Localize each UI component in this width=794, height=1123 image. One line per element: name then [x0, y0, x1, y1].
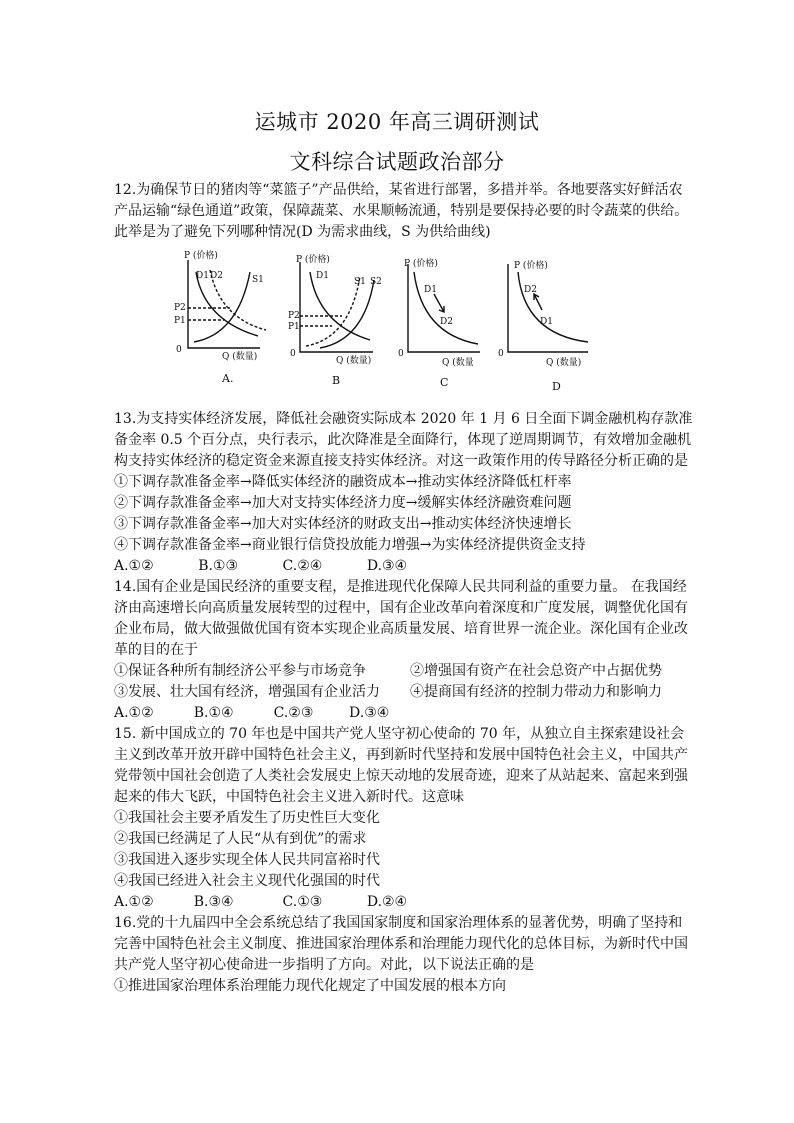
graph-b-label-p2: P2 [288, 311, 300, 321]
question-14-option-3: ③发展、壮大国有经济，增强国有企业活力 [114, 684, 380, 700]
graph-d-origin: 0 [498, 349, 504, 359]
graph-c-arrow [434, 294, 444, 312]
graph-a-curve-s1 [194, 272, 250, 342]
exam-subtitle: 文科综合试题政治部分 [289, 150, 505, 174]
graph-a-axis-y: P (价格) [184, 251, 218, 261]
graph-d-label-d2: D2 [524, 285, 537, 295]
question-13-option-3: ③下调存款准备金率→加大对实体经济的财政支出→推动实体经济快速增长 [114, 516, 572, 532]
graph-d-axes [508, 264, 588, 352]
question-14-option-4: ④提商国有经济的控制力带动力和影响力 [410, 684, 662, 700]
graph-c-letter: C [440, 376, 449, 389]
question-12-graphs [168, 250, 608, 400]
question-14-stem: 14.国有企业是国民经济的重要支程，是推进现代化保障人民共同利益的重要力量。 在我国经济由高速增长向高质量发展转型的过程中，国有企业改革向着深度和广度发展，调整优化国有企业布局，做大做强做优国有资本实现企业高质量发展、培育世界一流企业。深化国有企业改革的目的在于 [114, 579, 688, 658]
graph-d-label-d1: D1 [540, 317, 553, 327]
question-13 [114, 409, 694, 997]
question-15-option-2: ②我国已经满足了人民“从有到优”的需求 [114, 831, 367, 847]
question-14-choice-d: D.③④ [349, 705, 390, 721]
graph-d-axis-x: Q (数量) [546, 358, 582, 368]
graph-b-label-p1: P1 [288, 322, 300, 332]
graph-b-axis-x: Q (数量) [336, 356, 372, 366]
question-13-choice-d: D.③④ [366, 558, 408, 574]
question-14-choices [114, 703, 694, 724]
graph-c-label-d2: D2 [440, 317, 453, 327]
question-16-stem: 16.党的十九届四中全会系统总结了我国国家制度和国家治理体系的显著优势，明确了坚持和完善中国特色社会主义制度、推进国家治理体系和治理能力现代化的总体目标，为新时代中国共产党人坚守初心使命进一步指明了方向。对此，以下说法正确的是 [114, 915, 688, 973]
question-13-option-4: ④下调存款准备金率→商业银行信贷投放能力增强→为实体经济提供资金支持 [114, 537, 586, 553]
question-15-choice-c: C.①③ [282, 894, 323, 910]
graph-b-label-s1: S1 [354, 277, 366, 287]
graph-a-label-s1: S1 [252, 275, 264, 285]
graph-c-curve [414, 272, 478, 344]
question-14-choice-a: A.①② [114, 705, 154, 721]
question-16-option-1: ①推进国家治理体系治理能力现代化规定了中国发展的根本方向 [114, 978, 506, 994]
graph-a-label-d2: D2 [210, 271, 223, 281]
question-13-choice-a: A.①② [114, 558, 154, 574]
graph-a-label-p2: P2 [174, 303, 186, 313]
graph-a-curve-d1 [196, 272, 258, 336]
graph-b-axis-y: P (价格) [296, 255, 330, 265]
graph-c-axis-y: P (价格) [404, 259, 438, 269]
graph-d-letter: D [552, 380, 561, 393]
question-13-stem: 13.为支持实体经济发展，降低社会融资实际成本 2020 年 1 月 6 日全面下调金融机构存款准备金率 0.5 个百分点，央行表示，此次降准是全面降行，体现了逆周期调节，有效增加金融机构支持实体经济的稳定资金来源直接支持实体经济。对这一政策作用的传导路径分析正确的是 [114, 411, 693, 469]
question-14-choice-c: C.②③ [273, 705, 314, 721]
question-14-options-row-1 [114, 661, 694, 682]
question-13-option-2: ②下调存款准备金率→加大对支持实体经济力度→缓解实体经济融资难问题 [114, 495, 572, 511]
graph-d-curve [518, 272, 588, 342]
question-12 [114, 180, 694, 243]
graph-b-letter: B [332, 374, 341, 387]
question-15-choice-a: A.①② [114, 894, 154, 910]
question-13-choice-c: C.②④ [282, 558, 323, 574]
question-12-stem: 12.为确保节日的猪肉等“菜篮子”产品供给，某省进行部署，多措并举。各地要落实好鲜活农产品运输“绿色通道”政策，保障蔬菜、水果顺畅流通，特别是要保持必要的时令蔬菜的供给。此举是为了避免下列哪种情况(D 为需求曲线，S 为供给曲线) [114, 182, 689, 240]
question-14-option-2: ②增强国有资产在社会总资产中占据优势 [410, 663, 662, 679]
question-15-choice-d: D.②④ [366, 894, 408, 910]
question-15-choice-b: B.③④ [193, 894, 234, 910]
question-15-option-4: ④我国已经进入社会主义现代化强国的时代 [114, 873, 380, 889]
question-14-choice-b: B.①④ [193, 705, 234, 721]
graph-b-origin: 0 [290, 349, 296, 359]
graph-c-origin: 0 [398, 349, 404, 359]
graph-b-curve-s1 [306, 276, 360, 346]
graph-c-label-d1: D1 [424, 285, 437, 295]
exam-title: 运城市 2020 年高三调研测试 [254, 110, 540, 134]
graph-a-origin: 0 [176, 345, 182, 355]
question-13-choice-b: B.①③ [198, 558, 239, 574]
graph-a-axis-x: Q (数量) [222, 352, 258, 362]
question-13-option-1: ①下调存款准备金率→降低实体经济的融资成本→推动实体经济降低杠杆率 [114, 474, 572, 490]
graph-a-letter: A. [222, 372, 234, 385]
graph-a-label-p1: P1 [174, 316, 186, 326]
graph-a-label-d1: D1 [196, 271, 209, 281]
graph-b-label-d1: D1 [316, 271, 329, 281]
question-13-choices [114, 556, 694, 577]
graph-c-axis-x: Q (数量 [442, 358, 474, 368]
question-15-stem: 15. 新中国成立的 70 年也是中国共产党人坚守初心使命的 70 年，从独立自主探索建设社会主义到改革开放开辟中国特色社会主义，再到新时代坚持和发展中国特色社会主义，中国共产党带领中国社会创造了人类社会发展史上惊天动地的发展奇迹，迎来了从站起来、富起来到强起来的伟大飞跃，中国特色社会主义进入新时代。这意味 [114, 726, 688, 805]
graph-b-label-s2: S2 [370, 277, 382, 287]
question-15-option-3: ③我国进入逐步实现全体人民共同富裕时代 [114, 852, 380, 868]
question-15-choices [114, 892, 694, 913]
graph-d-axis-y: P (价格) [514, 261, 548, 271]
question-14-option-1: ①保证各种所有制经济公平参与市场竞争 [114, 663, 366, 679]
question-14-options-row-2 [114, 682, 694, 703]
graph-d-arrow [534, 294, 542, 310]
question-15-option-1: ①我国社会主要矛盾发生了历史性巨大变化 [114, 810, 380, 826]
